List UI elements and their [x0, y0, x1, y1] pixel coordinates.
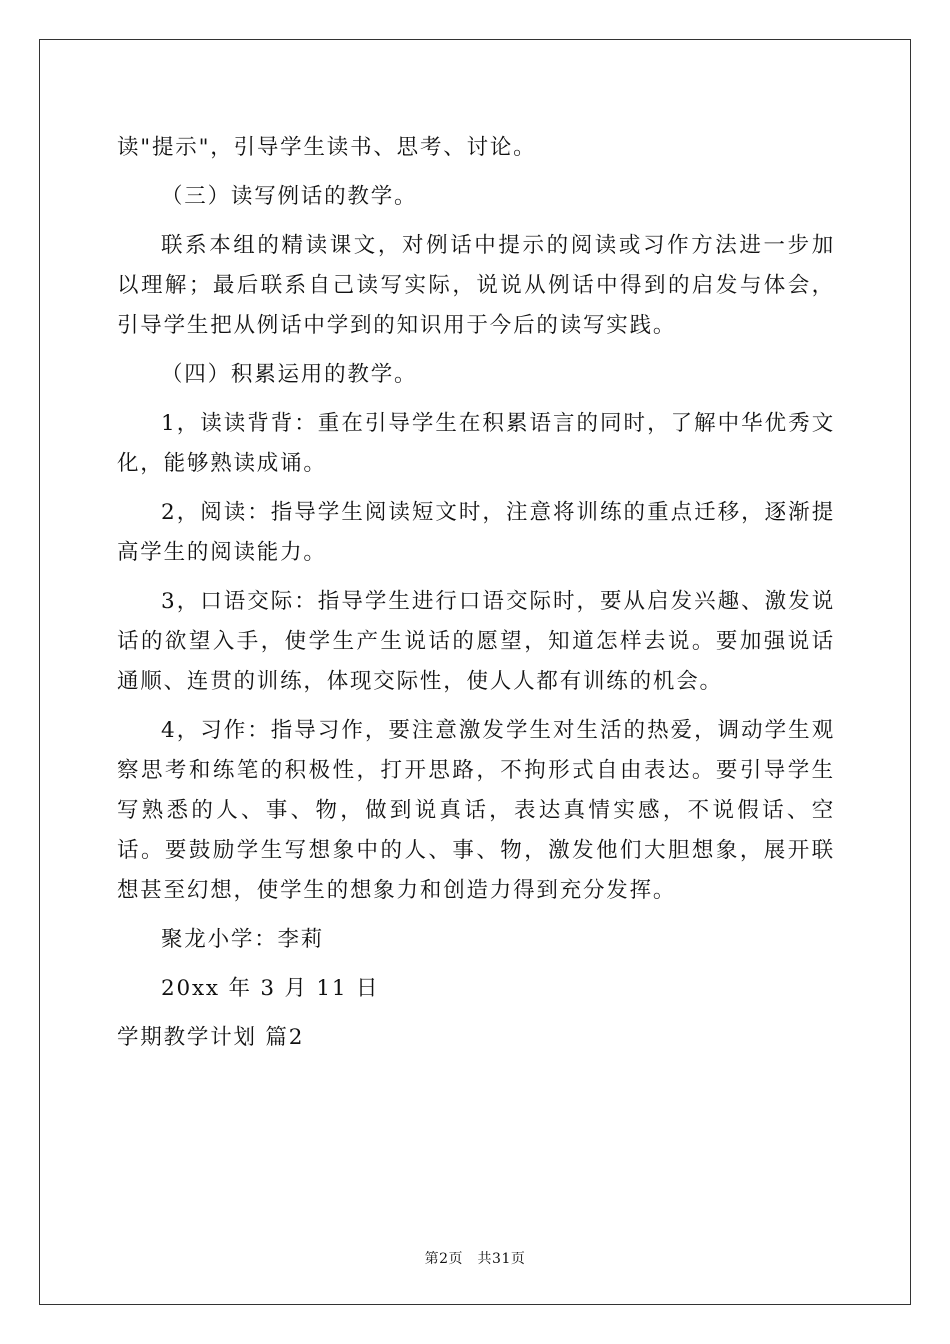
document-body [117, 128, 835, 1058]
signature: 聚龙小学：李莉 [161, 927, 325, 952]
date: 20xx 年 3 月 11 日 [161, 976, 380, 1001]
paragraph-item-1: 1，读读背背：重在引导学生在积累语言的同时，了解中华优秀文化，能够熟读成诵。 [117, 411, 835, 476]
section-heading-3: （三）读写例话的教学。 [161, 184, 418, 209]
paragraph-example-teaching: 联系本组的精读课文，对例话中提示的阅读或习作方法进一步加以理解；最后联系自己读写实际，说说从例话中得到的启发与体会，引导学生把从例话中学到的知识用于今后的读写实践。 [117, 233, 835, 338]
paragraph-continuation: 读"提示"，引导学生读书、思考、讨论。 [117, 135, 537, 160]
paragraph-item-2: 2，阅读：指导学生阅读短文时，注意将训练的重点迁移，逐渐提高学生的阅读能力。 [117, 500, 835, 565]
paragraph-item-3: 3，口语交际：指导学生进行口语交际时，要从启发兴趣、激发说话的欲望入手，使学生产生说话的愿望，知道怎样去说。要加强说话通顺、连贯的训练，体现交际性，使人人都有训练的机会。 [117, 589, 835, 694]
page-number: 第2页 共31页 [424, 1251, 526, 1267]
next-section-heading: 学期教学计划 篇2 [117, 1025, 305, 1050]
section-heading-4: （四）积累运用的教学。 [161, 362, 418, 387]
paragraph-item-4: 4，习作：指导习作，要注意激发学生对生活的热爱，调动学生观察思考和练笔的积极性，打开思路，不拘形式自由表达。要引导学生写熟悉的人、事、物，做到说真话，表达真情实感，不说假话、空话。要鼓励学生写想象中的人、事、物，激发他们大胆想象，展开联想甚至幻想，使学生的想象力和创造力得到充分发挥。 [117, 718, 835, 903]
